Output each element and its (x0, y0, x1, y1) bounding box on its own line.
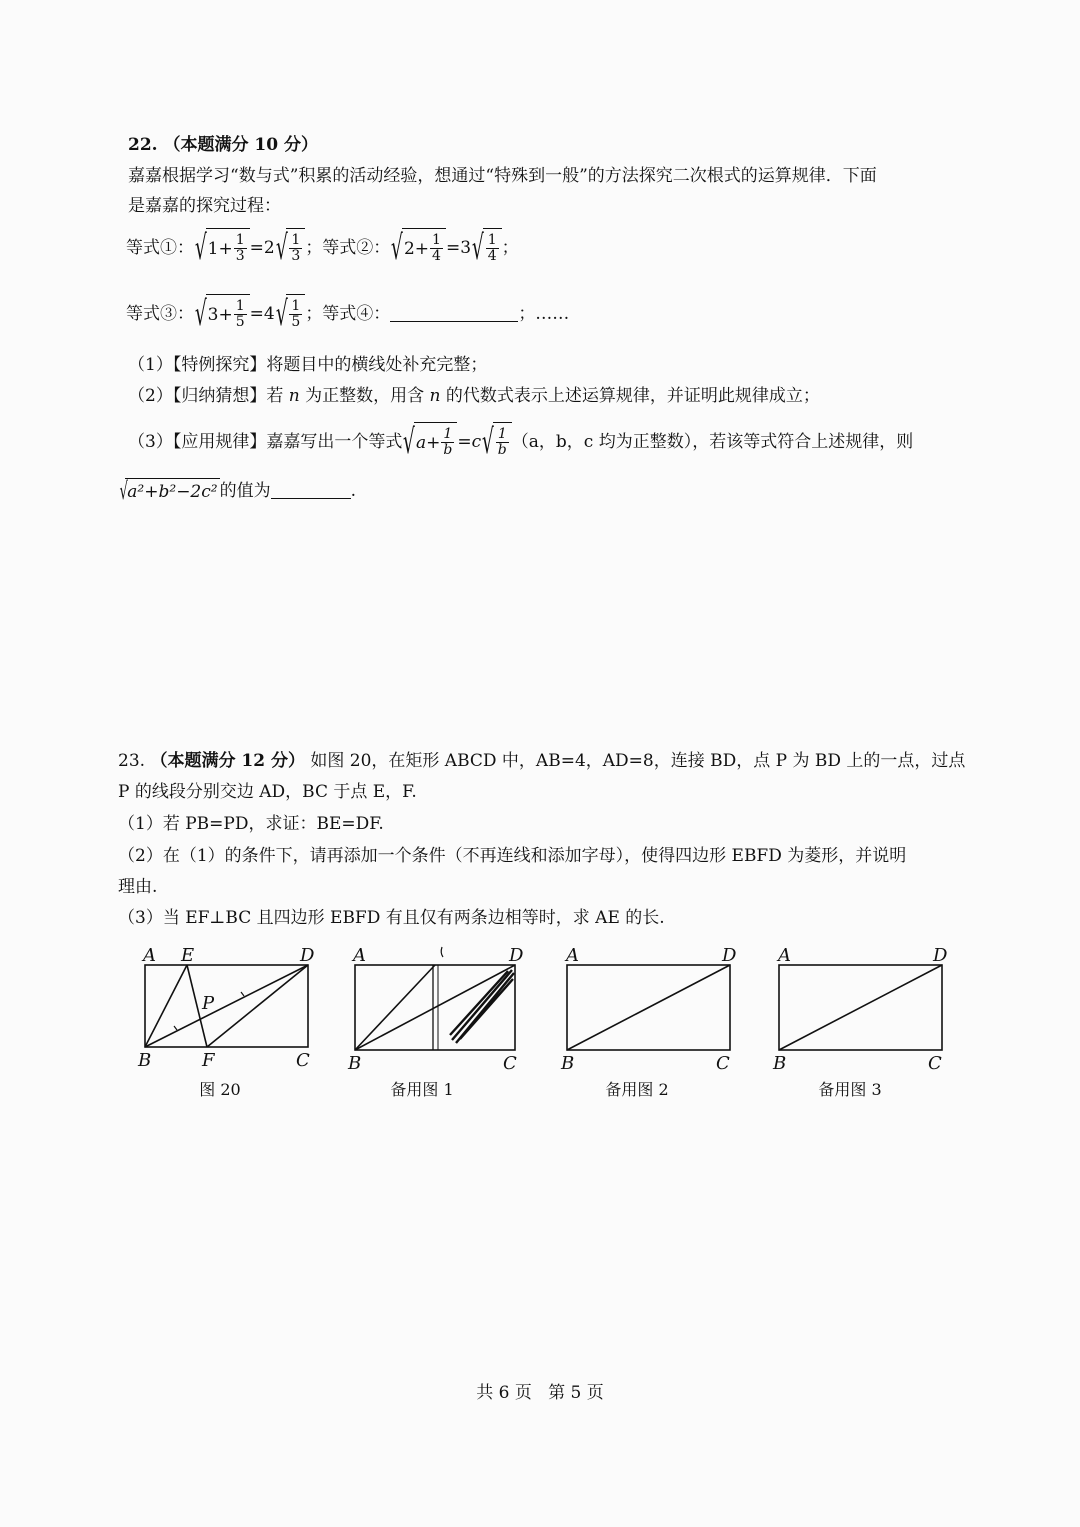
spare2-diagonal-bd (567, 965, 730, 1050)
figures-row (120, 935, 980, 1105)
q23-part3: （3）当 EF⊥BC 且四边形 EBFD 有且仅有两条边相等时，求 AE 的长. (118, 908, 665, 928)
fig20-diagonal-bd (145, 965, 308, 1047)
spare-figure-2 (567, 965, 730, 1050)
spare1-pencil-line (355, 965, 435, 1050)
part3-answer-blank (271, 484, 351, 499)
eq3-expression: √ 3+ $\frac{1}{5}$ =4 √ 1 5 (194, 294, 305, 334)
spare2-label-b: B (561, 1053, 575, 1074)
var-n: n (429, 386, 441, 406)
fig20-tick-mark (174, 1026, 177, 1030)
spare3-label-b: B (773, 1053, 787, 1074)
q22-part3-line2: √ a²+b²−2c² 的值为 . (119, 477, 356, 505)
fig20-label-b: B (138, 1050, 152, 1071)
eq3-label: 等式③： (126, 304, 194, 324)
fig20-tick-mark (241, 992, 244, 996)
q23-number: 23. (118, 751, 146, 771)
spare3-label-c: C (928, 1053, 942, 1074)
q22-part3: （3）【应用规律】嘉嘉写出一个等式 √ a+ $\frac{1}{b}$ =c √ 1 b （a，b，c 均为正整数），若该等式符合上述规律，则 (128, 422, 914, 462)
eq2-expression: √ 2+ $\frac{1}{4}$ =3 √ 1 4 (390, 228, 501, 268)
q22-equations-row1 (126, 228, 519, 268)
fig20-caption: 图 20 (199, 1080, 241, 1099)
fig20-label-a: A (143, 945, 156, 966)
fig20-segment-fd (207, 965, 308, 1047)
fig20-label-f: F (202, 1050, 215, 1071)
spare1-pencil-scribble (450, 970, 514, 1043)
spare-figure-3 (779, 965, 942, 1050)
q23-score: （本题满分 12 分） (150, 751, 305, 771)
spare2-label-d: D (722, 945, 737, 966)
eq4-label: ；等式④： (305, 304, 391, 324)
q23-part2-line2: 理由. (118, 877, 158, 897)
spare3-label-a: A (778, 945, 791, 966)
spare1-caption: 备用图 1 (390, 1080, 454, 1099)
figure-20 (145, 965, 308, 1047)
spare3-caption: 备用图 3 (818, 1080, 882, 1099)
page-footer: 共 6 页 第 5 页 (476, 1383, 604, 1403)
q22-equations-row2 (126, 294, 569, 334)
q23-part2-line1: （2）在（1）的条件下，请再添加一个条件（不再连线和添加字母），使得四边形 EBFD 为菱形，并说明 (118, 846, 907, 866)
spare3-label-d: D (933, 945, 948, 966)
fig20-label-e: E (181, 945, 195, 966)
eq4-answer-blank (390, 307, 518, 322)
spare3-diagonal-bd (779, 965, 942, 1050)
eq1-label: 等式①： (126, 238, 194, 258)
q22-intro-line1: 嘉嘉根据学习“数与式”积累的活动经验，想通过“特殊到一般”的方法探究二次根式的运算规律．下面 (128, 166, 877, 186)
fig20-label-p: P (202, 993, 215, 1014)
q23-part1: （1）若 PB=PD，求证：BE=DF. (118, 814, 384, 834)
spare1-diagonal-bd (355, 965, 515, 1050)
spare-figure-1 (355, 947, 515, 1050)
spare2-label-c: C (716, 1053, 730, 1074)
fig20-label-d: D (300, 945, 315, 966)
spare2-label-a: A (566, 945, 579, 966)
spare1-label-d: D (509, 945, 524, 966)
q23-intro-line2: P 的线段分别交边 AD，BC 于点 E，F. (118, 782, 417, 802)
eq4-tail: ；…… (518, 304, 570, 324)
eq1-expression: √ 1+ $\frac{1}{3}$ =2 √ 1 3 (194, 228, 305, 268)
eq2-label: ；等式②： (305, 238, 391, 258)
fig20-segment-be (145, 965, 187, 1047)
q22-part1: （1）【特例探究】将题目中的横线处补充完整； (128, 355, 488, 375)
var-n: n (288, 386, 300, 406)
q22-number: 22. (128, 135, 158, 155)
spare1-label-b: B (348, 1053, 362, 1074)
spare1-label-c: C (503, 1053, 517, 1074)
q22-intro-line2: 是嘉嘉的探究过程： (128, 196, 281, 216)
q22-part2: （2）【归纳猜想】若 n 为正整数，用含 n 的代数式表示上述运算规律，并证明此规律成立； (128, 386, 820, 406)
sqrt-expression: √ a²+b²−2c² (119, 477, 218, 505)
eq2-semicolon: ； (501, 238, 519, 258)
q22-header (128, 135, 318, 155)
q22-score: （本题满分 10 分） (163, 135, 318, 155)
spare1-label-a: A (353, 945, 366, 966)
spare1-pencil-mark (441, 947, 443, 957)
part3-expression: √ a+ $\frac{1}{b}$ =c √ 1 b (402, 422, 511, 462)
spare2-caption: 备用图 2 (605, 1080, 669, 1099)
q23-intro-line1: 23. （本题满分 12 分） 如图 20，在矩形 ABCD 中，AB=4，AD=8，连接 BD，点 P 为 BD 上的一点，过点 (118, 751, 966, 771)
fig20-label-c: C (296, 1050, 310, 1071)
